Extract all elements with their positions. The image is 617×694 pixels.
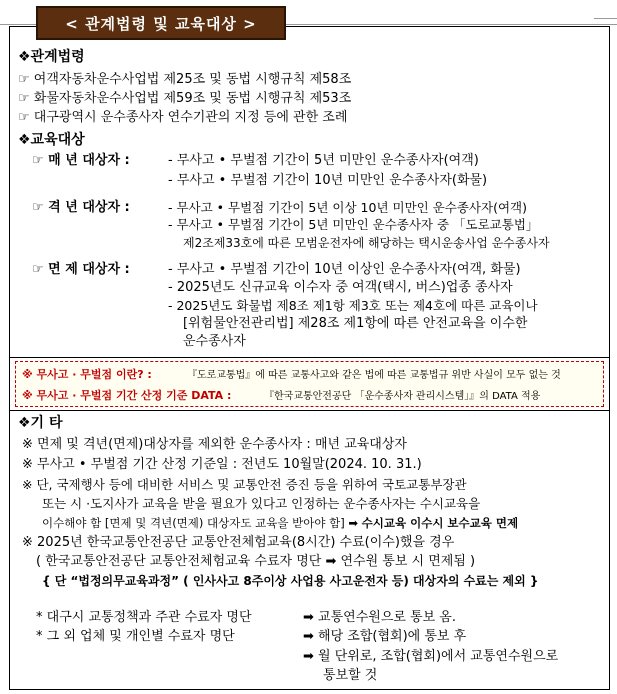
annual-line: - 무사고 • 무벌점 기간이 5년 미만인 운수종사자(여객)	[168, 153, 479, 168]
exempt-line: - 무사고 • 무벌점 기간이 10년 이상인 운수종사자(여객, 화물)	[168, 262, 521, 277]
biennial-line: - 무사고 • 무벌점 기간이 5년 미만인 운수종사자 중 「도로교통법」	[168, 217, 539, 232]
report-right: ➡ 해당 조합(협회)에 통보 후	[303, 629, 467, 644]
biennial-line: 제2조제33호에 따른 모범운전자에 해당하는 택시운송사업 운수종사자	[183, 236, 550, 250]
report-extra: ➡ 월 단위로, 조합(협회)에서 교통연수원으로	[303, 649, 559, 664]
exempt-line: - 2025년도 신규교육 이수자 중 여객(택시, 버스)업종 종사자	[168, 280, 513, 295]
section-divider	[9, 357, 610, 358]
other-line-exclusion: { 단 “법정의무교육과정” ( 인사사고 8주이상 사업용 사고운전자 등) 대상자의 수료는 제외 }	[42, 574, 539, 588]
annual-label: ☞ 매 년 대상자 :	[32, 153, 130, 168]
law-item: ☞ 대구광역시 운수종사자 연수기관의 지정 등에 관한 조례	[18, 110, 348, 125]
targets-heading: ❖교육대상	[18, 132, 85, 148]
laws-heading: ❖관계법령	[18, 49, 85, 65]
exempt-line: 운수종사자	[183, 334, 246, 349]
report-right: ➡ 교통연수원으로 통보 옴.	[303, 610, 457, 625]
exempt-label: ☞ 면 제 대상자 :	[32, 262, 130, 277]
other-line-4	[42, 514, 518, 532]
top-rule-right	[594, 18, 617, 19]
note-q2-label: ※ 무사고 · 무벌점 기간 산정 기준 DATA :	[22, 389, 232, 402]
law-item: ☞ 화물자동차운수사업법 제59조 및 동법 시행규칙 제53조	[18, 91, 352, 106]
other-line-4-bold: 수시교육 이수시 보수교육 면제	[361, 516, 519, 530]
exempt-line: - 2025년도 화물법 제8조 제1항 제3호 또는 제4호에 따른 교육이나	[168, 298, 538, 313]
report-extra: 통보할 것	[323, 668, 378, 683]
exempt-line: [위험물안전관리법] 제28조 제1항에 따른 안전교육을 이수한	[183, 316, 528, 331]
biennial-label: ☞ 격 년 대상자 :	[32, 200, 130, 215]
report-left: * 그 외 업체 및 개인별 수료자 명단	[36, 629, 235, 644]
other-heading: ❖기 타	[18, 415, 63, 431]
note-q1-text: 『도로교통법』에 따른 교통사고와 같은 법에 따른 교통법규 위반 사실이 모두 없는 것	[187, 370, 561, 381]
other-line: ※ 단, 국제행사 등에 대비한 서비스 및 교통안전 증진 등을 위하여 국토교통부장관	[22, 477, 467, 492]
other-line: 또는 시 ·도지사가 교육을 받을 필요가 있다고 인정하는 운수종사자는 수시교육을	[42, 496, 481, 511]
other-line-4-text: 이수해야 함 [면제 및 격년(면제) 대상자도 교육을 받아야 함] ➡	[42, 516, 358, 530]
other-line: ※ 면제 및 격년(면제)대상자를 제외한 운수종사자 : 매년 교육대상자	[22, 437, 407, 452]
page-title: < 관계법령 및 교육대상 >	[36, 6, 286, 40]
note-q1-label: ※ 무사고 · 무벌점 이란? :	[22, 368, 152, 381]
report-left: * 대구시 교통정책과 주관 수료자 명단	[36, 610, 252, 625]
other-line: ※ 무사고 • 무벌점 기간 산정 기준일 : 전년도 10월말(2024. 10. 31.)	[22, 457, 422, 472]
annual-line: - 무사고 • 무벌점 기간이 10년 미만인 운수종사자(화물)	[168, 173, 488, 188]
section-divider	[9, 410, 610, 411]
other-line: ( 한국교통안전공단 교통안전체험교육 수료자 명단 ➡ 연수원 통보 시 면제됨 )	[36, 554, 476, 569]
other-line: ※ 2025년 한국교통안전공단 교통안전체험교육(8시간) 수료(이수)했을 경우	[22, 535, 455, 550]
biennial-line: - 무사고 • 무벌점 기간이 5년 이상 10년 미만인 운수종사자(여객)	[168, 200, 527, 215]
law-item: ☞ 여객자동차운수사업법 제25조 및 동법 시행규칙 제58조	[18, 72, 352, 87]
note-q2-text: 『한국교통안전공단 「운수종사자 관리시스템」』의 DATA 적용	[264, 391, 541, 402]
